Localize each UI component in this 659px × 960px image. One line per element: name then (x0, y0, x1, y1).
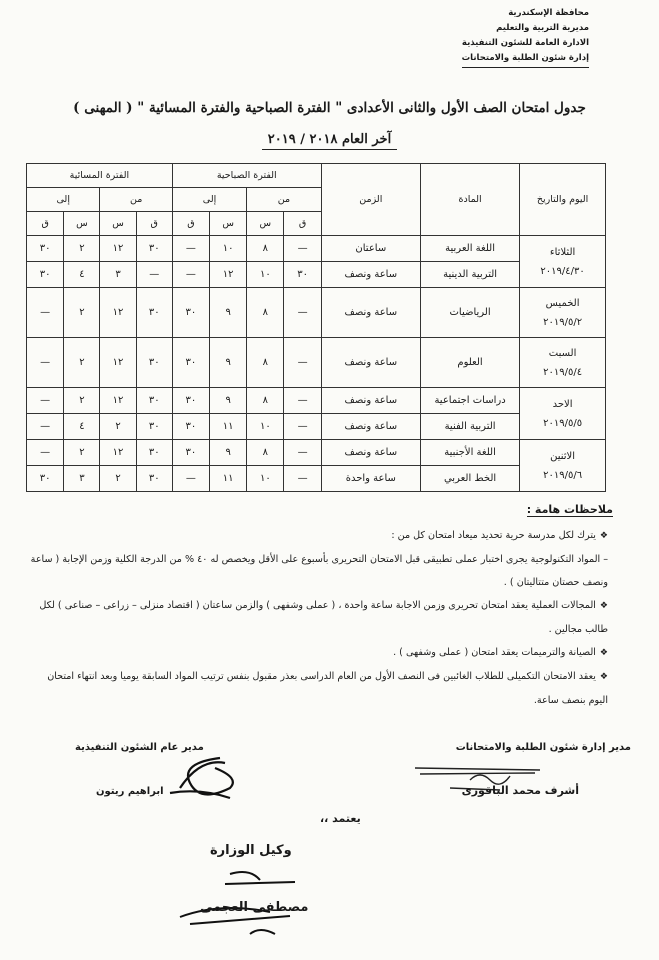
time-cell: ٣٠ (172, 338, 209, 388)
time-cell: ٣٠ (136, 466, 172, 492)
note-item (30, 548, 608, 594)
header-q: ق (136, 212, 172, 236)
table-row (27, 288, 606, 338)
table-body (27, 236, 606, 492)
note-text: – المواد التكنولوجية يجرى اختبار عملى تطبيقى قبل الامتحان التحريرى بأسبوع على الأقل ويخصص له ٤٠ % من الدرجة الكلية وزمن الإجابة ( ساعة ونصف حصتان متتاليتان ) . (30, 554, 608, 588)
header-evening-to: إلى (27, 188, 100, 212)
deputy-title: وكيل الوزارة (210, 843, 292, 858)
time-cell: ٩ (210, 388, 247, 414)
bullet-icon: ❖ (599, 531, 608, 541)
notes-title (527, 503, 613, 516)
time-cell: ٩ (210, 288, 247, 338)
time-cell: ١١ (210, 414, 247, 440)
time-cell: ٣٠ (136, 288, 172, 338)
header-subject: المادة (420, 164, 519, 236)
subject-cell: العلوم (420, 338, 519, 388)
bullet-icon: ❖ (599, 648, 608, 658)
header-s: س (247, 212, 284, 236)
table-row (27, 440, 606, 466)
time-cell: — (284, 466, 321, 492)
time-cell: ٣ (100, 262, 136, 288)
subject-cell: الخط العربي (420, 466, 519, 492)
subject-cell: التربية الفنية (420, 414, 519, 440)
time-cell: ٨ (247, 236, 284, 262)
header-morning-to: إلى (172, 188, 246, 212)
time-cell: ٨ (247, 440, 284, 466)
duration-cell: ساعتان (321, 236, 420, 262)
duration-cell: ساعة ونصف (321, 288, 420, 338)
letterhead (429, 6, 589, 68)
time-cell: ١٠ (247, 414, 284, 440)
time-cell: — (27, 288, 64, 338)
time-cell: — (136, 262, 172, 288)
time-cell: ١٠ (210, 236, 247, 262)
time-cell: ٤ (64, 262, 100, 288)
table-row (27, 338, 606, 388)
duration-cell: ساعة ونصف (321, 262, 420, 288)
note-text: يعقد الامتحان التكميلى للطلاب الغائبين فى النصف الأول من العام الدراسى بعذر مقبول بنفس ترتيب المواد السابقة يوميا وبعد انتهاء امتحان اليوم بنصف ساعة. (47, 671, 608, 706)
time-cell: ٣٠ (136, 338, 172, 388)
header-duration: الزمن (321, 164, 420, 236)
duration-cell: ساعة ونصف (321, 414, 420, 440)
duration-cell: ساعة ونصف (321, 388, 420, 414)
signature-left-scribble (150, 748, 250, 808)
time-cell: ٢ (64, 388, 100, 414)
header-q: ق (284, 212, 321, 236)
table-row (27, 236, 606, 262)
header-governorate: محافظة الإسكندرية (508, 8, 589, 18)
day-date: ٢٠١٩/٤/٣٠ (540, 265, 585, 277)
day-name: الخميس (545, 297, 580, 309)
day-date-cell (520, 338, 606, 388)
time-cell: ٢ (64, 440, 100, 466)
duration-cell: ساعة ونصف (321, 338, 420, 388)
time-cell: — (27, 440, 64, 466)
time-cell: ٢ (64, 338, 100, 388)
time-cell: ١٢ (210, 262, 247, 288)
day-date: ٢٠١٩/٥/٥ (543, 417, 583, 429)
day-date-cell (520, 440, 606, 492)
time-cell: — (172, 262, 209, 288)
note-text: الصيانة والترميمات يعقد امتحان ( عملى وشفهى ) . (393, 647, 596, 658)
table-row (27, 466, 606, 492)
time-cell: ٣٠ (136, 236, 172, 262)
time-cell: ١٢ (100, 338, 136, 388)
signature-right-title: مدير إدارة شئون الطلبة والامتحانات (455, 742, 631, 753)
notes-section (30, 524, 608, 712)
table-row (27, 414, 606, 440)
header-s: س (64, 212, 100, 236)
note-text: يترك لكل مدرسة حرية تحديد ميعاد امتحان كل من : (391, 530, 596, 541)
time-cell: ٣٠ (136, 440, 172, 466)
time-cell: ٩ (210, 338, 247, 388)
note-item (30, 641, 608, 665)
day-name: الاثنين (550, 450, 576, 462)
note-item (30, 524, 608, 548)
signature-right-name: أشرف محمد الباقورى (461, 784, 579, 797)
subtitle-text: آخر العام ٢٠١٨ / ٢٠١٩ (262, 132, 397, 150)
signature-left-name: ابراهيم ريتون (96, 786, 164, 797)
time-cell: ٢ (100, 414, 136, 440)
table-row (27, 262, 606, 288)
day-name: السبت (548, 347, 577, 359)
time-cell: — (27, 338, 64, 388)
document-title: جدول امتحان الصف الأول والثانى الأعدادى " الفترة الصباحية والفترة المسائية " ( المهنى ) (73, 100, 586, 116)
note-item (30, 594, 608, 641)
time-cell: ٤ (64, 414, 100, 440)
signature-left-title: مدير عام الشئون التنفيذية (75, 742, 204, 753)
header-administration: الادارة العامة للشئون التنفيذية (461, 38, 589, 48)
duration-cell: ساعة واحدة (321, 466, 420, 492)
time-cell: ٢ (64, 236, 100, 262)
time-cell: ١٢ (100, 236, 136, 262)
day-name: الاحد (552, 398, 573, 410)
time-cell: ٢ (64, 288, 100, 338)
subject-cell: الرياضيات (420, 288, 519, 338)
subject-cell: اللغة الأجنبية (420, 440, 519, 466)
time-cell: ٣٠ (172, 414, 209, 440)
day-date-cell (520, 288, 606, 338)
time-cell: ٨ (247, 288, 284, 338)
header-evening-from: من (100, 188, 172, 212)
time-cell: — (284, 440, 321, 466)
time-cell: ٣٠ (284, 262, 321, 288)
header-directorate: مديرية التربية والتعليم (496, 23, 589, 33)
subject-cell: التربية الدينية (420, 262, 519, 288)
time-cell: ٣٠ (27, 262, 64, 288)
time-cell: ٣ (64, 466, 100, 492)
bullet-icon: ❖ (599, 672, 608, 682)
time-cell: — (284, 388, 321, 414)
time-cell: ٩ (210, 440, 247, 466)
day-date: ٢٠١٩/٥/٦ (543, 469, 583, 481)
time-cell: ١١ (210, 466, 247, 492)
time-cell: — (172, 236, 209, 262)
time-cell: ١٠ (247, 262, 284, 288)
header-q: ق (172, 212, 209, 236)
time-cell: ٨ (247, 338, 284, 388)
header-evening: الفترة المسائية (27, 164, 173, 188)
time-cell: ١٢ (100, 388, 136, 414)
note-item (30, 665, 608, 712)
header-s: س (210, 212, 247, 236)
time-cell: ١٢ (100, 288, 136, 338)
time-cell: ٢ (100, 466, 136, 492)
exam-schedule-table (26, 163, 606, 492)
day-name: الثلاثاء (549, 246, 576, 258)
document-subtitle (0, 132, 659, 147)
subject-cell: اللغة العربية (420, 236, 519, 262)
time-cell: ٨ (247, 388, 284, 414)
time-cell: — (27, 388, 64, 414)
subject-cell: دراسات اجتماعية (420, 388, 519, 414)
notes-title-text: ملاحظات هامة : (526, 503, 613, 516)
time-cell: — (172, 466, 209, 492)
time-cell: ٣٠ (172, 440, 209, 466)
time-cell: — (284, 236, 321, 262)
day-date: ٢٠١٩/٥/٢ (543, 316, 583, 328)
time-cell: — (27, 414, 64, 440)
day-date-cell (520, 388, 606, 440)
time-cell: ٣٠ (27, 466, 64, 492)
header-s: س (100, 212, 136, 236)
header-department: إدارة شئون الطلبة والامتحانات (462, 51, 589, 68)
time-cell: ٣٠ (136, 388, 172, 414)
header-q: ق (27, 212, 64, 236)
time-cell: — (284, 288, 321, 338)
table-row (27, 388, 606, 414)
time-cell: ٣٠ (136, 414, 172, 440)
day-date: ٢٠١٩/٥/٤ (543, 366, 583, 378)
time-cell: ١٠ (247, 466, 284, 492)
approval-label: يعتمد ،، (320, 812, 361, 825)
day-date-cell (520, 236, 606, 288)
time-cell: ٣٠ (172, 288, 209, 338)
deputy-name: مصطفى العجمى (200, 900, 309, 915)
header-morning-from: من (247, 188, 321, 212)
time-cell: ١٢ (100, 440, 136, 466)
header-day-date: اليوم والتاريخ (520, 164, 606, 236)
time-cell: ٣٠ (172, 388, 209, 414)
header-morning: الفترة الصباحية (172, 164, 321, 188)
duration-cell: ساعة ونصف (321, 440, 420, 466)
time-cell: — (284, 414, 321, 440)
bullet-icon: ❖ (599, 601, 608, 611)
note-text: المجالات العملية يعقد امتحان تحريرى وزمن الاجابة ساعة واحدة ، ( عملى وشفهى ) والزمن ساعتان ( اقتصاد منزلى – زراعى – صناعى ) لكل طالب مجالين . (39, 600, 608, 635)
time-cell: — (284, 338, 321, 388)
time-cell: ٣٠ (27, 236, 64, 262)
